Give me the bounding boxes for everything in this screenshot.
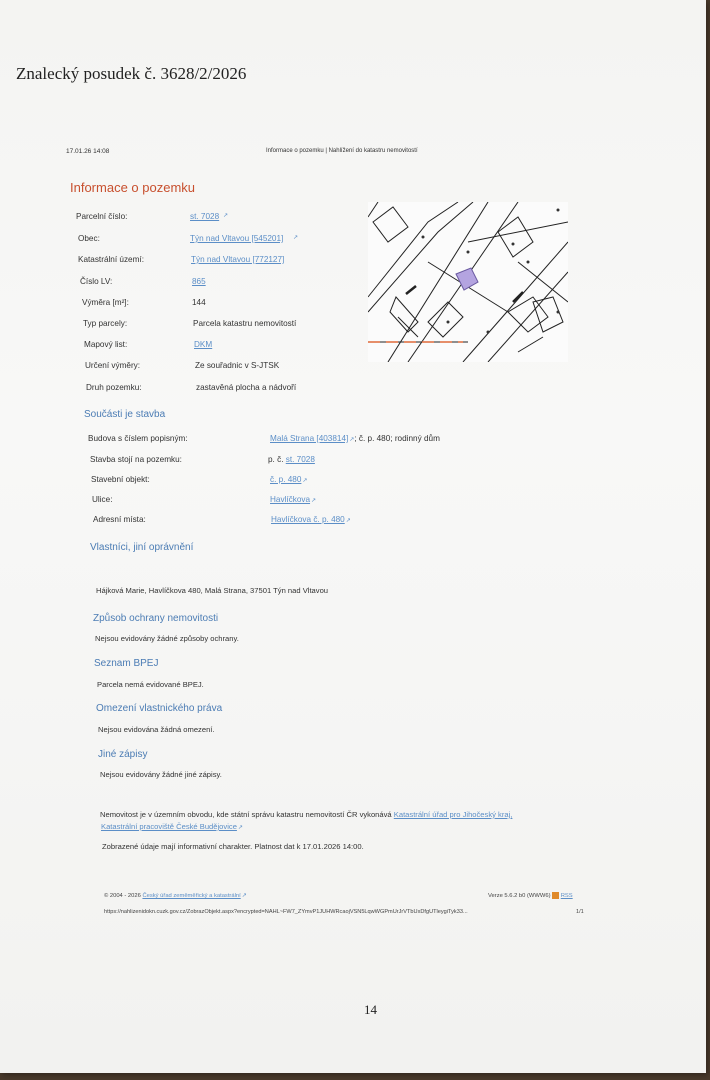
lv-link[interactable]: 865 xyxy=(192,277,206,286)
typ-parcely-value: Parcela katastru nemovitostí xyxy=(193,319,297,328)
druh-pozemku-value: zastavěná plocha a nádvoří xyxy=(196,383,297,392)
row-label: Katastrální území: xyxy=(78,255,144,264)
cadastral-map[interactable] xyxy=(368,202,568,362)
rss-link[interactable]: RSS xyxy=(560,893,573,900)
row-label: Určení výměry: xyxy=(85,361,141,370)
adresni-misto-link[interactable]: Havlíčkova č. p. 480 xyxy=(271,515,345,524)
urad-sentence: Nemovitost je v územním obvodu, kde státní správu katastru nemovitostí ČR vykonává xyxy=(100,810,392,819)
budova-link[interactable]: Malá Strana [403814] xyxy=(270,434,349,443)
external-link-icon: ↗ xyxy=(241,893,247,899)
katastralni-urad-link[interactable]: Katastrální úřad pro Jihočeský kraj, xyxy=(393,810,513,819)
print-heading: Informace o pozemku | Nahlížení do katastru nemovitostí xyxy=(266,148,418,154)
section-title-vlastnici: Vlastníci, jiní oprávnění xyxy=(90,542,194,553)
row-label: Obec: xyxy=(78,234,100,243)
stavba-table xyxy=(88,434,488,524)
katastralni-uzemi-link[interactable]: Týn nad Vltavou [772127] xyxy=(191,255,285,264)
external-link-icon: ↗ xyxy=(311,498,317,504)
footer-url: https://nahlizenidokn.cuzk.gov.cz/ZobrazObjekt.aspx?encrypted=NAHL~FW7_ZYmvP1JUHWRcaojVSN5LqwWGPmUrJrVTbUxDfgUTleygiTyk33... xyxy=(104,909,468,915)
parcel-number-link[interactable]: st. 7028 xyxy=(190,212,220,221)
row-label: Stavební objekt: xyxy=(91,475,150,484)
row-label: Číslo LV: xyxy=(80,277,113,286)
rss-icon[interactable] xyxy=(552,892,559,899)
page-number: 14 xyxy=(364,1002,377,1017)
stavba-pozemek-link[interactable]: st. 7028 xyxy=(285,455,315,464)
row-label: Stavba stojí na pozemku: xyxy=(90,455,182,464)
external-link-icon: ↗ xyxy=(349,437,355,443)
mapovy-list-link[interactable]: DKM xyxy=(194,340,213,349)
katastralni-pracoviste-link[interactable]: Katastrální pracoviště České Budějovice xyxy=(101,822,237,831)
ulice-link[interactable]: Havlíčkova xyxy=(270,495,311,504)
row-label: Ulice: xyxy=(92,495,113,504)
urad-line-2 xyxy=(101,822,243,831)
footer-page-count: 1/1 xyxy=(576,909,584,915)
section-title-ochrana: Způsob ochrany nemovitosti xyxy=(93,613,219,624)
section-title-pozemek: Informace o pozemku xyxy=(70,180,196,195)
owner-text: Hájková Marie, Havlíčkova 480, Malá Strana, 37501 Týn nad Vltavou xyxy=(96,586,329,595)
row-label: Adresní místa: xyxy=(93,515,146,524)
cadastral-map-drawing xyxy=(368,202,568,362)
ochrana-text: Nejsou evidovány žádné způsoby ochrany. xyxy=(95,634,239,643)
stavebni-objekt-link[interactable]: č. p. 480 xyxy=(270,475,302,484)
omezeni-text: Nejsou evidována žádná omezení. xyxy=(98,725,215,734)
bpej-text: Parcela nemá evidované BPEJ. xyxy=(97,680,204,689)
cuzk-link[interactable]: Český úřad zeměměřický a katastrální xyxy=(142,893,241,899)
urad-text xyxy=(100,810,512,819)
row-label: Parcelní číslo: xyxy=(76,212,128,221)
section-title-bpej: Seznam BPEJ xyxy=(94,658,159,669)
report-title: Znalecký posudek č. 3628/2/2026 xyxy=(16,64,247,83)
budova-detail: ; č. p. 480; rodinný dům xyxy=(354,434,440,443)
section-title-omezeni: Omezení vlastnického práva xyxy=(96,703,223,714)
pozemek-prefix: p. č. xyxy=(268,455,286,464)
urceni-vymery-value: Ze souřadnic v S-JTSK xyxy=(195,361,280,370)
external-link-icon: ↗ xyxy=(302,478,308,484)
vymera-value: 144 xyxy=(192,298,206,307)
row-label: Typ parcely: xyxy=(83,319,128,328)
print-datetime: 17.01.26 14:08 xyxy=(66,148,110,155)
section-title-zapisy: Jiné zápisy xyxy=(98,749,148,760)
row-label: Mapový list: xyxy=(84,340,128,349)
section-title-stavba: Součásti je stavba xyxy=(84,409,166,420)
external-link-icon: ↗ xyxy=(293,235,299,241)
copyright-text: © 2004 - 2026 xyxy=(104,893,141,899)
external-link-icon: ↗ xyxy=(223,213,229,219)
pozemek-table xyxy=(76,212,356,392)
row-label: Výměra [m²]: xyxy=(82,298,129,307)
footer-version xyxy=(488,892,573,899)
row-label: Budova s číslem popisným: xyxy=(88,434,188,443)
zapisy-text: Nejsou evidovány žádné jiné zápisy. xyxy=(100,770,222,779)
external-link-icon: ↗ xyxy=(237,825,243,831)
obec-link[interactable]: Týn nad Vltavou [545201] xyxy=(190,234,284,243)
row-label: Druh pozemku: xyxy=(86,383,142,392)
external-link-icon: ↗ xyxy=(345,518,351,524)
version-text: Verze 5.6.2 b0 (WWW6) xyxy=(488,893,551,900)
footer-copyright xyxy=(104,892,247,899)
platnost-text: Zobrazené údaje mají informativní charakter. Platnost dat k 17.01.2026 14:00. xyxy=(102,842,364,851)
